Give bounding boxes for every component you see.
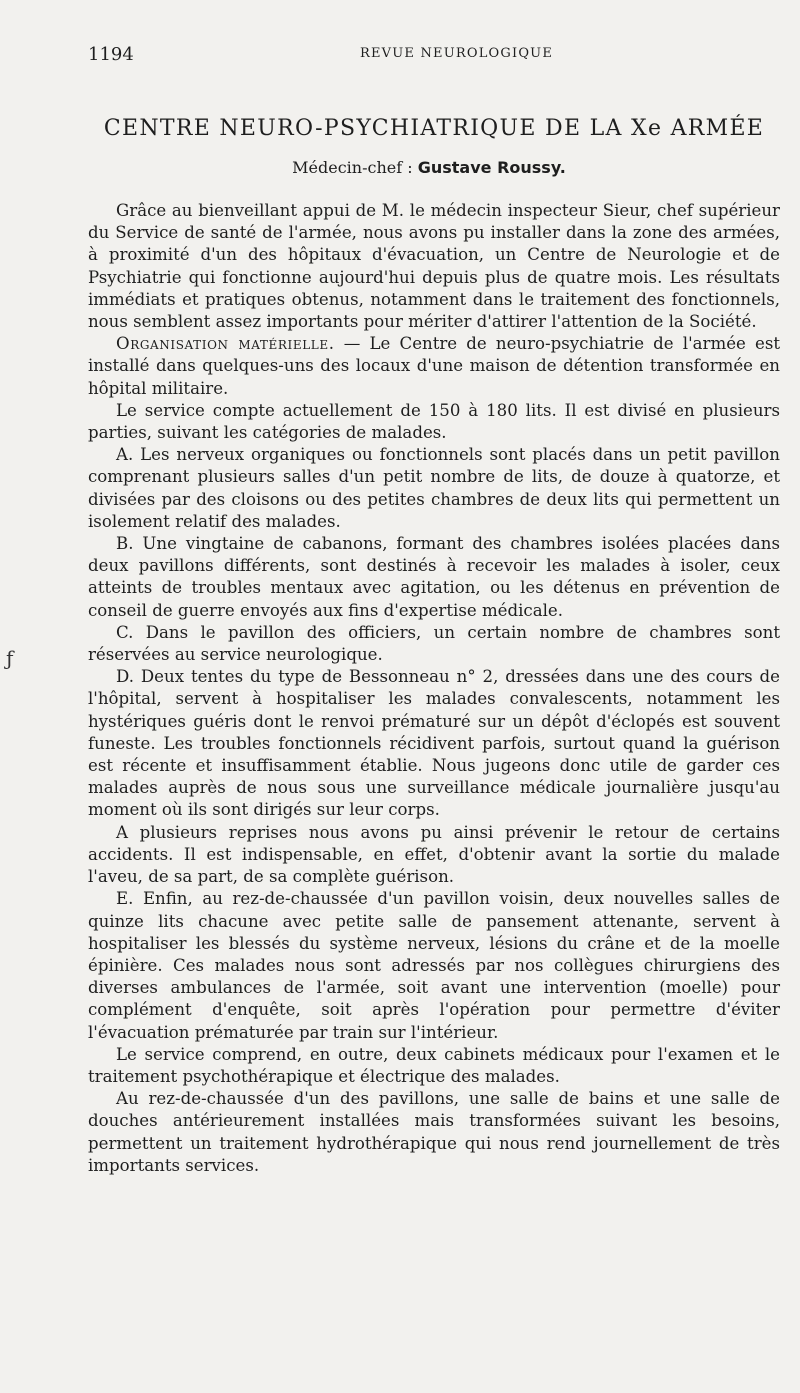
paragraph-organisation xyxy=(88,333,780,400)
run-in-heading: Organisation matérielle. xyxy=(116,334,335,354)
article-body xyxy=(88,200,780,1177)
paragraph-b: B. Une vingtaine de cabanons, formant des chambres isolées placées dans deux pavillons différents, sont destinés à recevoir les malades à isoler, ceux atteints de troubles mentaux avec agitation, ou les détenus en prévention de conseil de guerre envoyés aux fins d'expertise médicale. xyxy=(88,534,780,620)
paragraph-c: C. Dans le pavillon des officiers, un certain nombre de chambres sont réservées au service neurologique. xyxy=(88,622,780,665)
paragraph-organisation-text: — Le Centre de neuro-psychiatrie de l'armée est installé dans quelques-uns des locaux d'une maison de détention transformée en hôpital militaire. xyxy=(88,334,781,398)
chief-name: Gustave Roussy. xyxy=(417,158,566,177)
paragraph-e: E. Enfin, au rez-de-chaussée d'un pavillon voisin, deux nouvelles salles de quinze lits chacune avec petite salle de pansement attenante, servent à hospitaliser les blessés du système nerveux, lésions du crâne et de la moelle épinière. Ces malades nous sont adressés par nos collègues chirurgiens des diverses ambulances de l'armée, soit avant une intervention (moelle) pour complément d'enquête, soit après l'opération pour permettre d'éviter l'évacuation prématurée par train sur l'intérieur. xyxy=(88,889,780,1042)
paragraph-service: Le service compte actuellement de 150 à 180 lits. Il est divisé en plusieurs parties, suivant les catégories de malades. xyxy=(88,400,780,443)
journal-name: REVUE NEUROLOGIQUE xyxy=(360,46,554,61)
paragraph-d: D. Deux tentes du type de Bessonneau n° 2, dressées dans une des cours de l'hôpital, servent à hospitaliser les malades convalescents, notamment les hystériques guéris dont le renvoi prématuré sur un dépôt d'éclopés est souvent funeste. Les troubles fonctionnels récidivent parfois, surtout quand la guérison est récente et insuffisamment établie. Nous jugeons donc utile de garder ces malades auprès de nous sous une surveillance médicale journalière jusqu'au moment où ils sont dirigés sur leur corps. xyxy=(88,667,780,820)
byline-prefix: Médecin-chef : xyxy=(292,158,413,177)
paragraph-cabinets: Le service comprend, en outre, deux cabinets médicaux pour l'examen et le traitement psychothérapique et électrique des malades. xyxy=(88,1044,780,1086)
margin-mark: ƒ xyxy=(6,646,14,670)
paragraph-a: A. Les nerveux organiques ou fonctionnels sont placés dans un petit pavillon comprenant plusieurs salles d'un petit nombre de lits, de douze à quatorze, et divisées par des cloisons ou des petites chambres de deux lits qui permettent un isolement relatif des malades. xyxy=(88,445,780,531)
running-head xyxy=(88,44,770,66)
paragraph-reprises: A plusieurs reprises nous avons pu ainsi prévenir le retour de certains accidents. Il est indispensable, en effet, d'obtenir avant la sortie du malade l'aveu, de sa part, de sa complète guérison. xyxy=(88,822,780,887)
page-number: 1194 xyxy=(88,44,134,65)
byline xyxy=(88,158,770,177)
paragraph-hydrotherapy: Au rez-de-chaussée d'un des pavillons, une salle de bains et une salle de douches antérieurement installées mais transformées suivant les besoins, permettent un traitement hydrothérapique qui nous rend journellement de très importants services. xyxy=(88,1089,780,1175)
article-title: CENTRE NEURO-PSYCHIATRIQUE DE LA Xe ARMÉE xyxy=(103,116,765,141)
paragraph-intro: Grâce au bienveillant appui de M. le médecin inspecteur Sieur, chef supérieur du Service de santé de l'armée, nous avons pu installer dans la zone des armées, à proximité d'un des hôpitaux d'évacuation, un Centre de Neurologie et de Psychiatrie qui fonctionne aujourd'hui depuis plus de quatre mois. Les résultats immédiats et pratiques obtenus, notamment dans le traitement des fonctionnels, nous semblent assez importants pour mériter d'attirer l'attention de la Société. xyxy=(88,201,780,332)
